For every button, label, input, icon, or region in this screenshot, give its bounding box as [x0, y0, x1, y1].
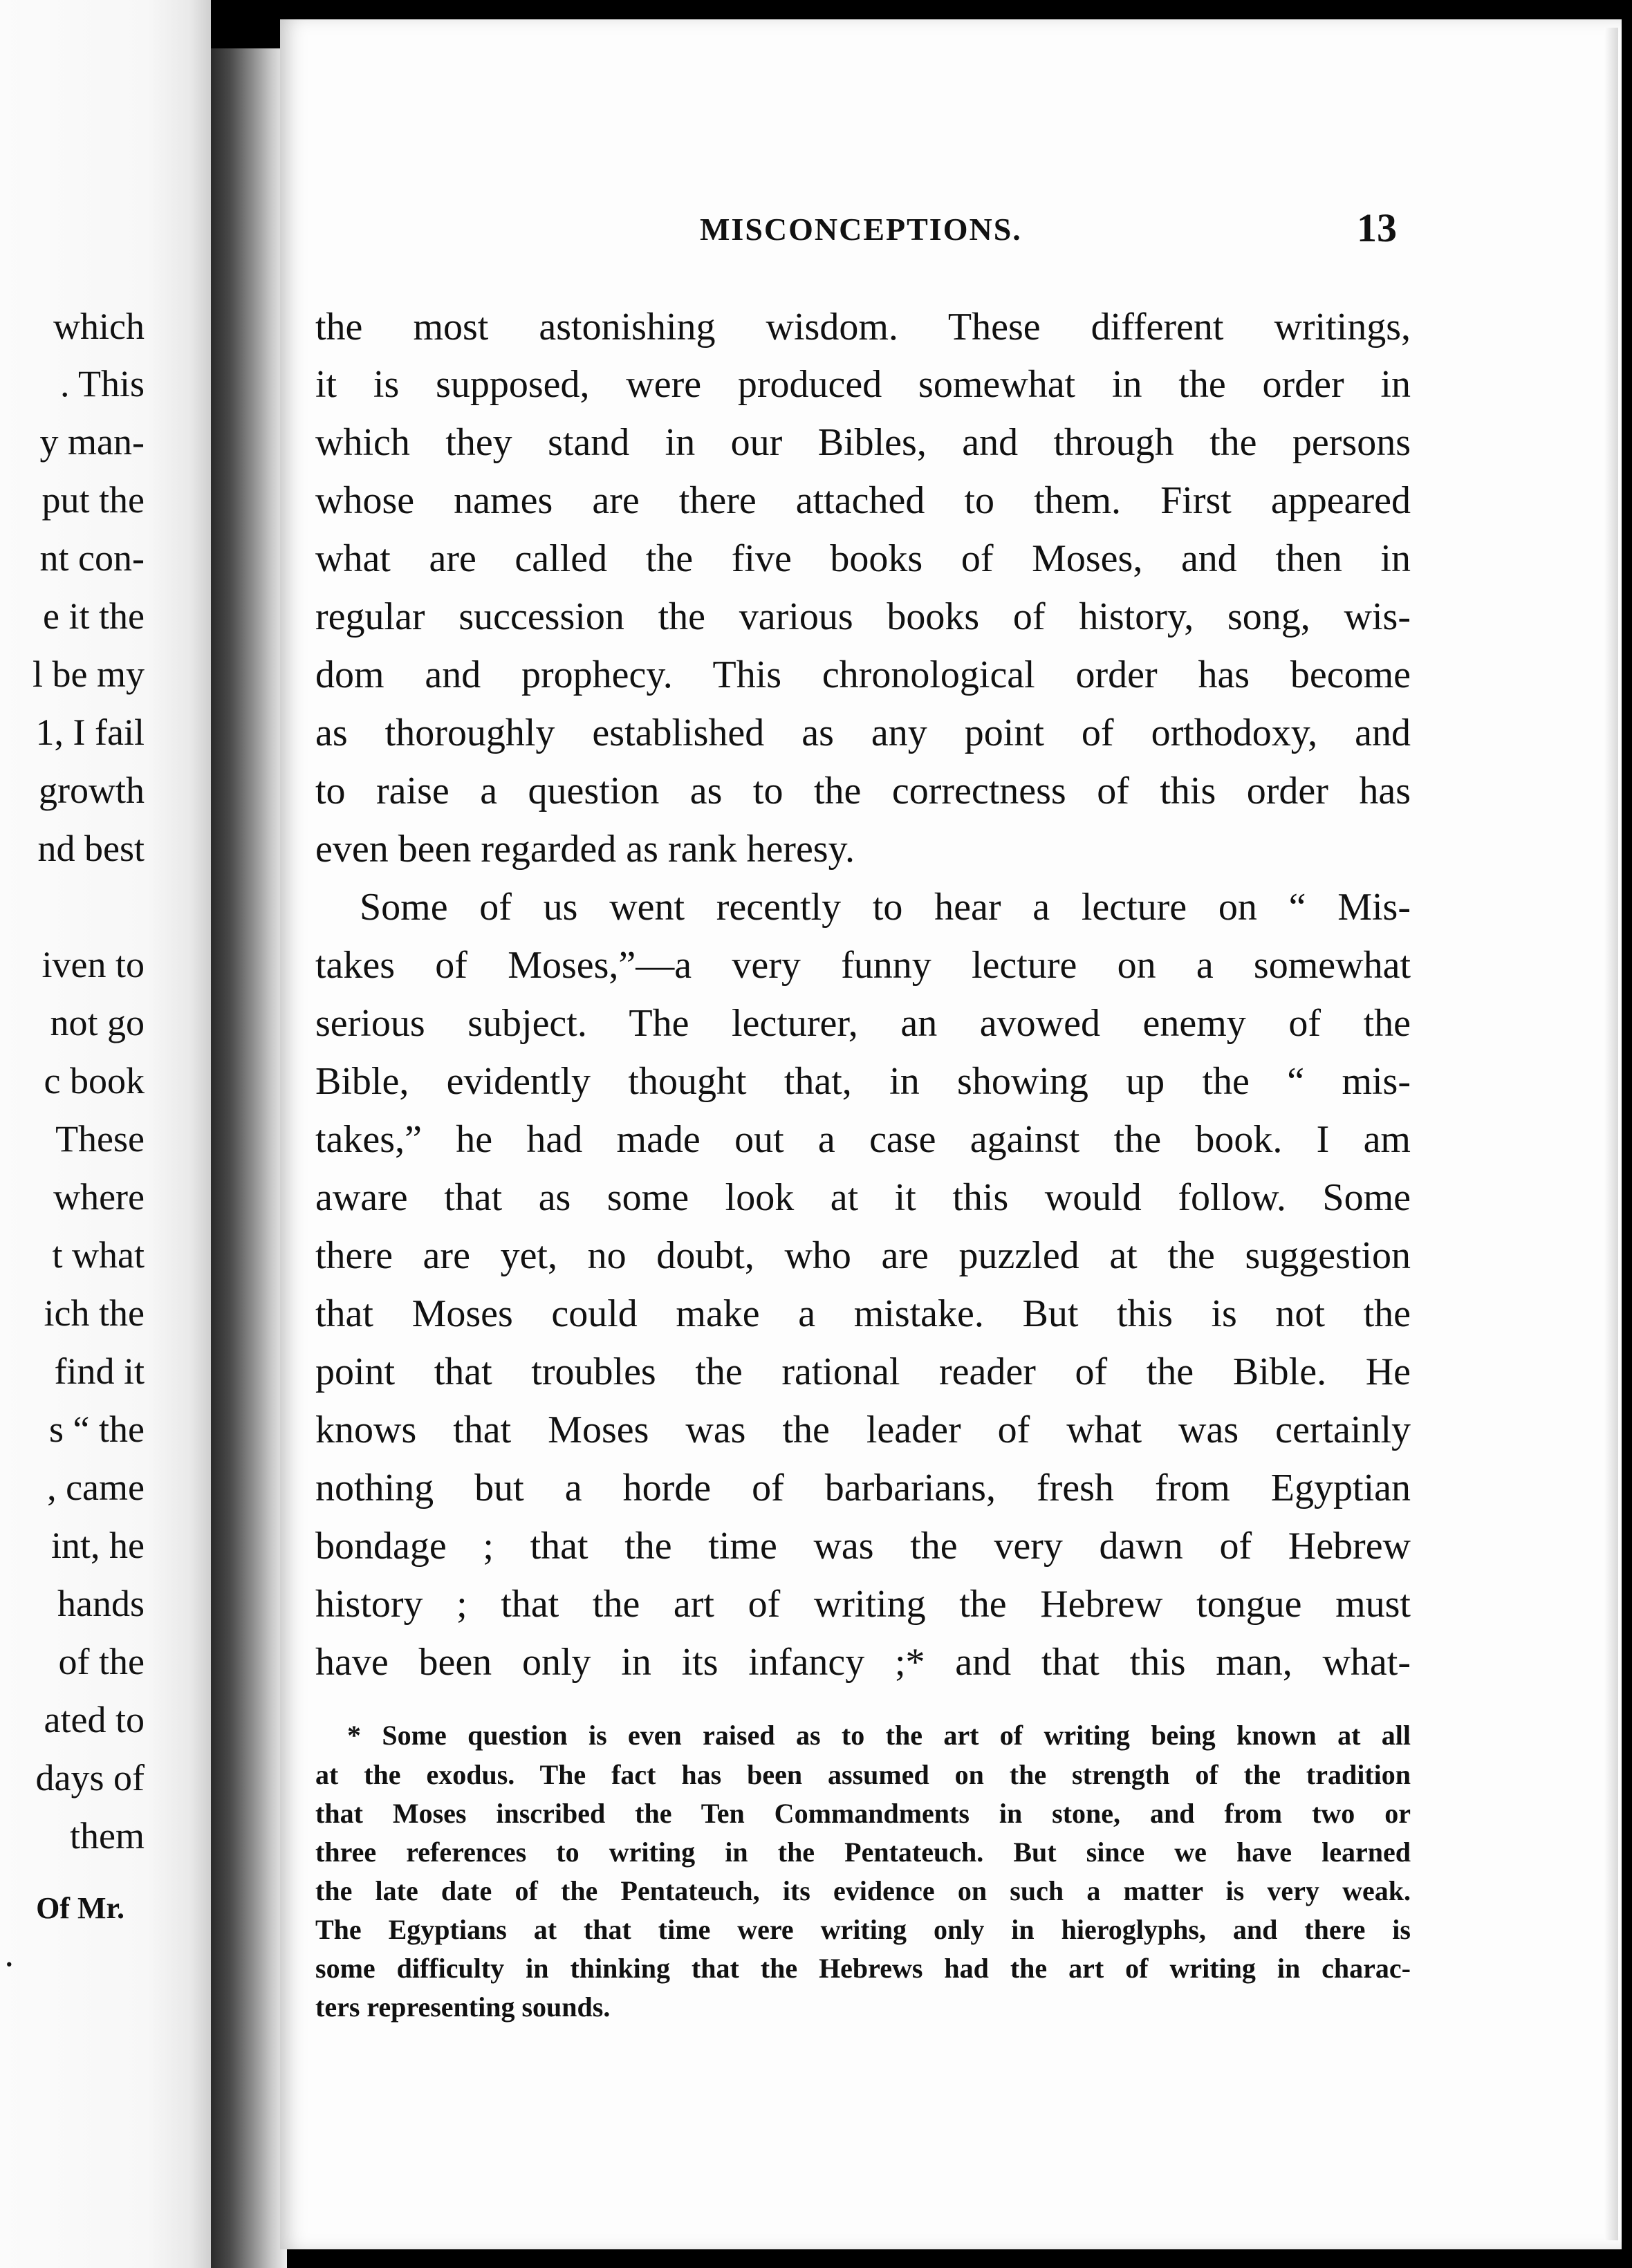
left-line: These	[55, 1118, 145, 1160]
body-text-line: Some of us went recently to hear a lecture on “ Mis-	[360, 886, 1411, 929]
body-text-line: there are yet, no doubt, who are puzzled at the suggestion	[315, 1234, 1411, 1277]
body-text-line: what are called the five books of Moses, and then in	[315, 537, 1411, 580]
body-text-line: dom and prophecy. This chronological order has become	[315, 653, 1411, 696]
footnote-line: that Moses inscribed the Ten Commandments in stone, and from two or	[315, 1798, 1411, 1829]
left-line: put the	[41, 479, 145, 521]
footnote-line: the late date of the Pentateuch, its evidence on such a matter is very weak.	[315, 1875, 1411, 1906]
footnote-line: * Some question is even raised as to the art of writing being known at all	[347, 1720, 1411, 1751]
body-text-line: Bible, evidently thought that, in showing up the “ mis-	[315, 1060, 1411, 1103]
left-line: find it	[54, 1350, 145, 1392]
left-line: t what	[52, 1234, 145, 1276]
body-text-line: the most astonishing wisdom. These different writings,	[315, 306, 1411, 348]
body-text-line: takes of Moses,”—a very funny lecture on a somewhat	[315, 944, 1411, 987]
body-text-line: bondage ; that the time was the very dawn of Hebrew	[315, 1525, 1411, 1568]
footnote-line: three references to writing in the Pentateuch. But since we have learned	[315, 1837, 1411, 1868]
left-line: where	[53, 1176, 145, 1218]
left-line: nd best	[37, 828, 145, 869]
left-line: them	[70, 1815, 145, 1857]
body-text-line: history ; that the art of writing the Hebrew tongue must	[315, 1583, 1411, 1626]
left-line: . This	[59, 363, 145, 405]
body-text-line: whose names are there attached to them. First appeared	[315, 479, 1411, 522]
left-line: not go	[50, 1002, 145, 1043]
left-line: c book	[44, 1060, 145, 1102]
book-gutter-shadow	[211, 0, 287, 2268]
left-line: of the	[58, 1641, 145, 1682]
footnote-line: some difficulty in thinking that the Hebrews had the art of writing in charac-	[315, 1953, 1411, 1984]
left-line: Of Mr.	[36, 1891, 124, 1925]
body-text-line: as thoroughly established as any point of orthodoxy, and	[315, 712, 1411, 754]
left-line: int, he	[51, 1525, 145, 1566]
body-text-line: have been only in its infancy ;* and that this man, what-	[315, 1641, 1411, 1684]
body-text-line: point that troubles the rational reader of the Bible. He	[315, 1350, 1411, 1393]
body-text-line: even been regarded as rank heresy.	[315, 828, 855, 871]
left-line: .	[4, 1933, 14, 1974]
footnote-line: at the exodus. The fact has been assumed on the strength of the tradition	[315, 1759, 1411, 1790]
footnote-line: ters representing sounds.	[315, 1991, 611, 2023]
footnote-line: The Egyptians at that time were writing only in hieroglyphs, and there is	[315, 1914, 1411, 1945]
body-text-line: to raise a question as to the correctness of this order has	[315, 770, 1411, 812]
body-text-line: serious subject. The lecturer, an avowed enemy of the	[315, 1002, 1411, 1045]
left-line: iven to	[41, 944, 145, 985]
left-line: growth	[39, 770, 145, 811]
gutter-dark-top	[211, 0, 287, 48]
left-line: s “ the	[49, 1409, 145, 1450]
left-line: ich the	[44, 1292, 145, 1334]
left-line: e it the	[43, 595, 145, 637]
body-text-line: which they stand in our Bibles, and through the persons	[315, 421, 1411, 464]
running-head: MISCONCEPTIONS.	[700, 212, 1022, 247]
body-text-line: nothing but a horde of barbarians, fresh from Egyptian	[315, 1467, 1411, 1509]
left-line: , came	[47, 1467, 145, 1508]
left-line: y man-	[39, 421, 145, 463]
left-line: l be my	[33, 653, 145, 695]
body-text-line: regular succession the various books of history, song, wis-	[315, 595, 1411, 638]
left-line: days of	[35, 1757, 145, 1798]
body-text-line: that Moses could make a mistake. But this is not the	[315, 1292, 1411, 1335]
left-line: hands	[57, 1583, 145, 1624]
body-text-line: aware that as some look at it this would follow. Some	[315, 1176, 1411, 1219]
left-line: nt con-	[39, 537, 145, 579]
body-text-line: it is supposed, were produced somewhat in the order in	[315, 363, 1411, 406]
body-text-line: takes,” he had made out a case against the book. I am	[315, 1118, 1411, 1161]
body-text-line: knows that Moses was the leader of what was certainly	[315, 1409, 1411, 1451]
left-line: ated to	[44, 1699, 145, 1740]
left-line: which	[53, 306, 145, 347]
page-number: 13	[1357, 205, 1397, 250]
left-line: 1, I fail	[35, 712, 145, 753]
page-edge-shadow	[1604, 28, 1618, 2240]
previous-page-fragment	[0, 0, 211, 2268]
